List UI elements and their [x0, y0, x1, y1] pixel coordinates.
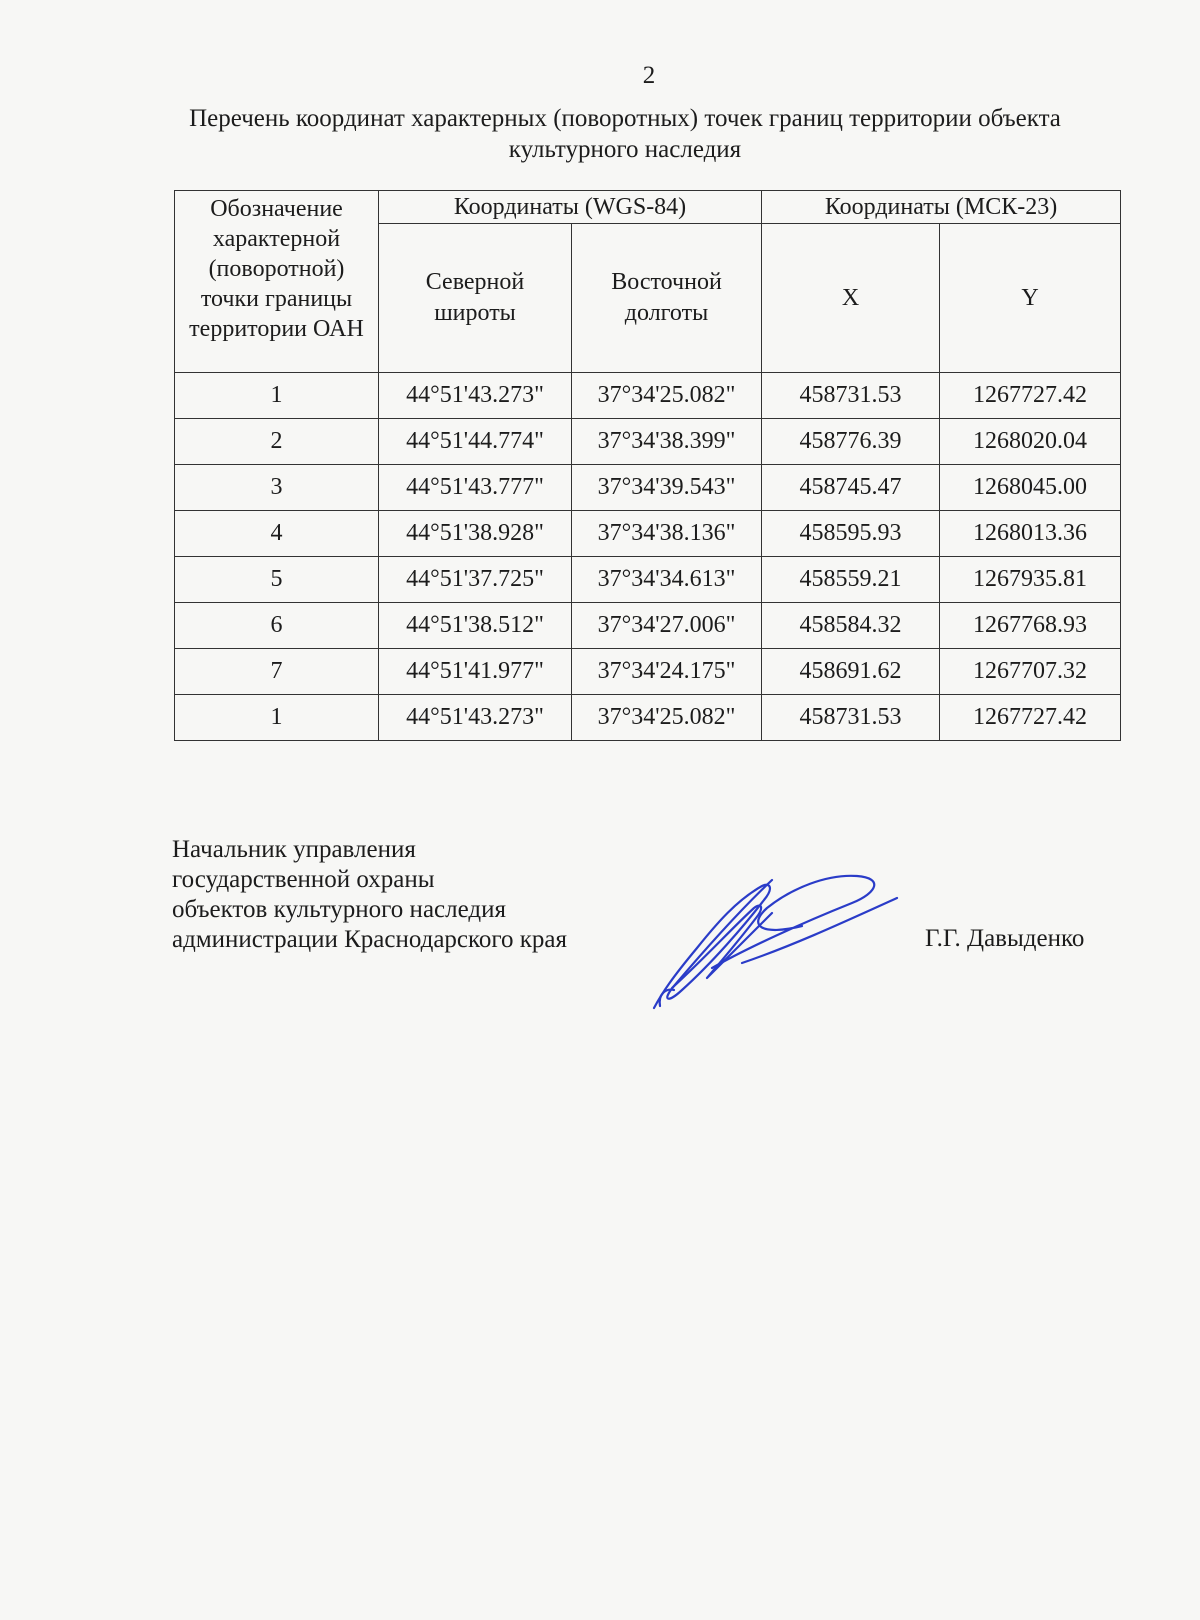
- y-coordinate-cell: 1268020.04: [940, 419, 1121, 465]
- position-line: объектов культурного наследия: [172, 896, 506, 923]
- point-number-cell: 5: [175, 557, 379, 603]
- table-row: [175, 511, 1121, 557]
- point-number-cell: 7: [175, 649, 379, 695]
- position-line: администрации Краснодарского края: [172, 926, 568, 953]
- point-number-cell: 6: [175, 603, 379, 649]
- x-coordinate-cell: 458584.32: [762, 603, 940, 649]
- x-coordinate-cell: 458559.21: [762, 557, 940, 603]
- latitude-cell: 44°51'41.977": [379, 649, 572, 695]
- longitude-cell: 37°34'24.175": [572, 649, 762, 695]
- position-line: государственной охраны: [172, 866, 435, 893]
- coordinates-table-body: [175, 373, 1121, 741]
- latitude-cell: 44°51'38.512": [379, 603, 572, 649]
- longitude-cell: 37°34'25.082": [572, 695, 762, 741]
- header-y: Y: [940, 224, 1121, 373]
- latitude-cell: 44°51'37.725": [379, 557, 572, 603]
- latitude-cell: 44°51'38.928": [379, 511, 572, 557]
- point-number-cell: 2: [175, 419, 379, 465]
- header-x: X: [762, 224, 940, 373]
- document-title: Перечень координат характерных (поворотных) точек границ территории объекта культурного наследия: [189, 105, 1061, 163]
- longitude-cell: 37°34'39.543": [572, 465, 762, 511]
- y-coordinate-cell: 1267707.32: [940, 649, 1121, 695]
- header-east-longitude: Восточной долготы: [572, 224, 762, 373]
- y-coordinate-cell: 1267727.42: [940, 373, 1121, 419]
- handwritten-signature: [652, 868, 902, 1018]
- x-coordinate-cell: 458595.93: [762, 511, 940, 557]
- table-row: [175, 373, 1121, 419]
- point-number-cell: 1: [175, 373, 379, 419]
- header-wgs84: Координаты (WGS-84): [379, 191, 762, 224]
- y-coordinate-cell: 1267768.93: [940, 603, 1121, 649]
- y-coordinate-cell: 1268013.36: [940, 511, 1121, 557]
- coordinates-table: [174, 190, 1121, 741]
- x-coordinate-cell: 458776.39: [762, 419, 940, 465]
- y-coordinate-cell: 1268045.00: [940, 465, 1121, 511]
- header-north-latitude: Северной широты: [379, 224, 572, 373]
- signer-name: Г.Г. Давыденко: [925, 925, 1085, 952]
- table-row: [175, 419, 1121, 465]
- point-number-cell: 1: [175, 695, 379, 741]
- longitude-cell: 37°34'34.613": [572, 557, 762, 603]
- table-row: [175, 695, 1121, 741]
- position-line: Начальник управления: [172, 836, 416, 863]
- point-number-cell: 4: [175, 511, 379, 557]
- page-number: 2: [642, 62, 656, 89]
- y-coordinate-cell: 1267935.81: [940, 557, 1121, 603]
- x-coordinate-cell: 458731.53: [762, 373, 940, 419]
- table-row: [175, 603, 1121, 649]
- latitude-cell: 44°51'44.774": [379, 419, 572, 465]
- signatory-position: [172, 835, 672, 955]
- table-row: [175, 465, 1121, 511]
- longitude-cell: 37°34'27.006": [572, 603, 762, 649]
- longitude-cell: 37°34'25.082": [572, 373, 762, 419]
- longitude-cell: 37°34'38.399": [572, 419, 762, 465]
- table-row: [175, 557, 1121, 603]
- longitude-cell: 37°34'38.136": [572, 511, 762, 557]
- x-coordinate-cell: 458691.62: [762, 649, 940, 695]
- x-coordinate-cell: 458745.47: [762, 465, 940, 511]
- latitude-cell: 44°51'43.273": [379, 373, 572, 419]
- header-point-designation: Обозначение характерной (поворотной) точки границы территории ОАН: [175, 191, 379, 373]
- x-coordinate-cell: 458731.53: [762, 695, 940, 741]
- y-coordinate-cell: 1267727.42: [940, 695, 1121, 741]
- latitude-cell: 44°51'43.273": [379, 695, 572, 741]
- header-msk23: Координаты (МСК-23): [762, 191, 1121, 224]
- table-row: [175, 649, 1121, 695]
- point-number-cell: 3: [175, 465, 379, 511]
- latitude-cell: 44°51'43.777": [379, 465, 572, 511]
